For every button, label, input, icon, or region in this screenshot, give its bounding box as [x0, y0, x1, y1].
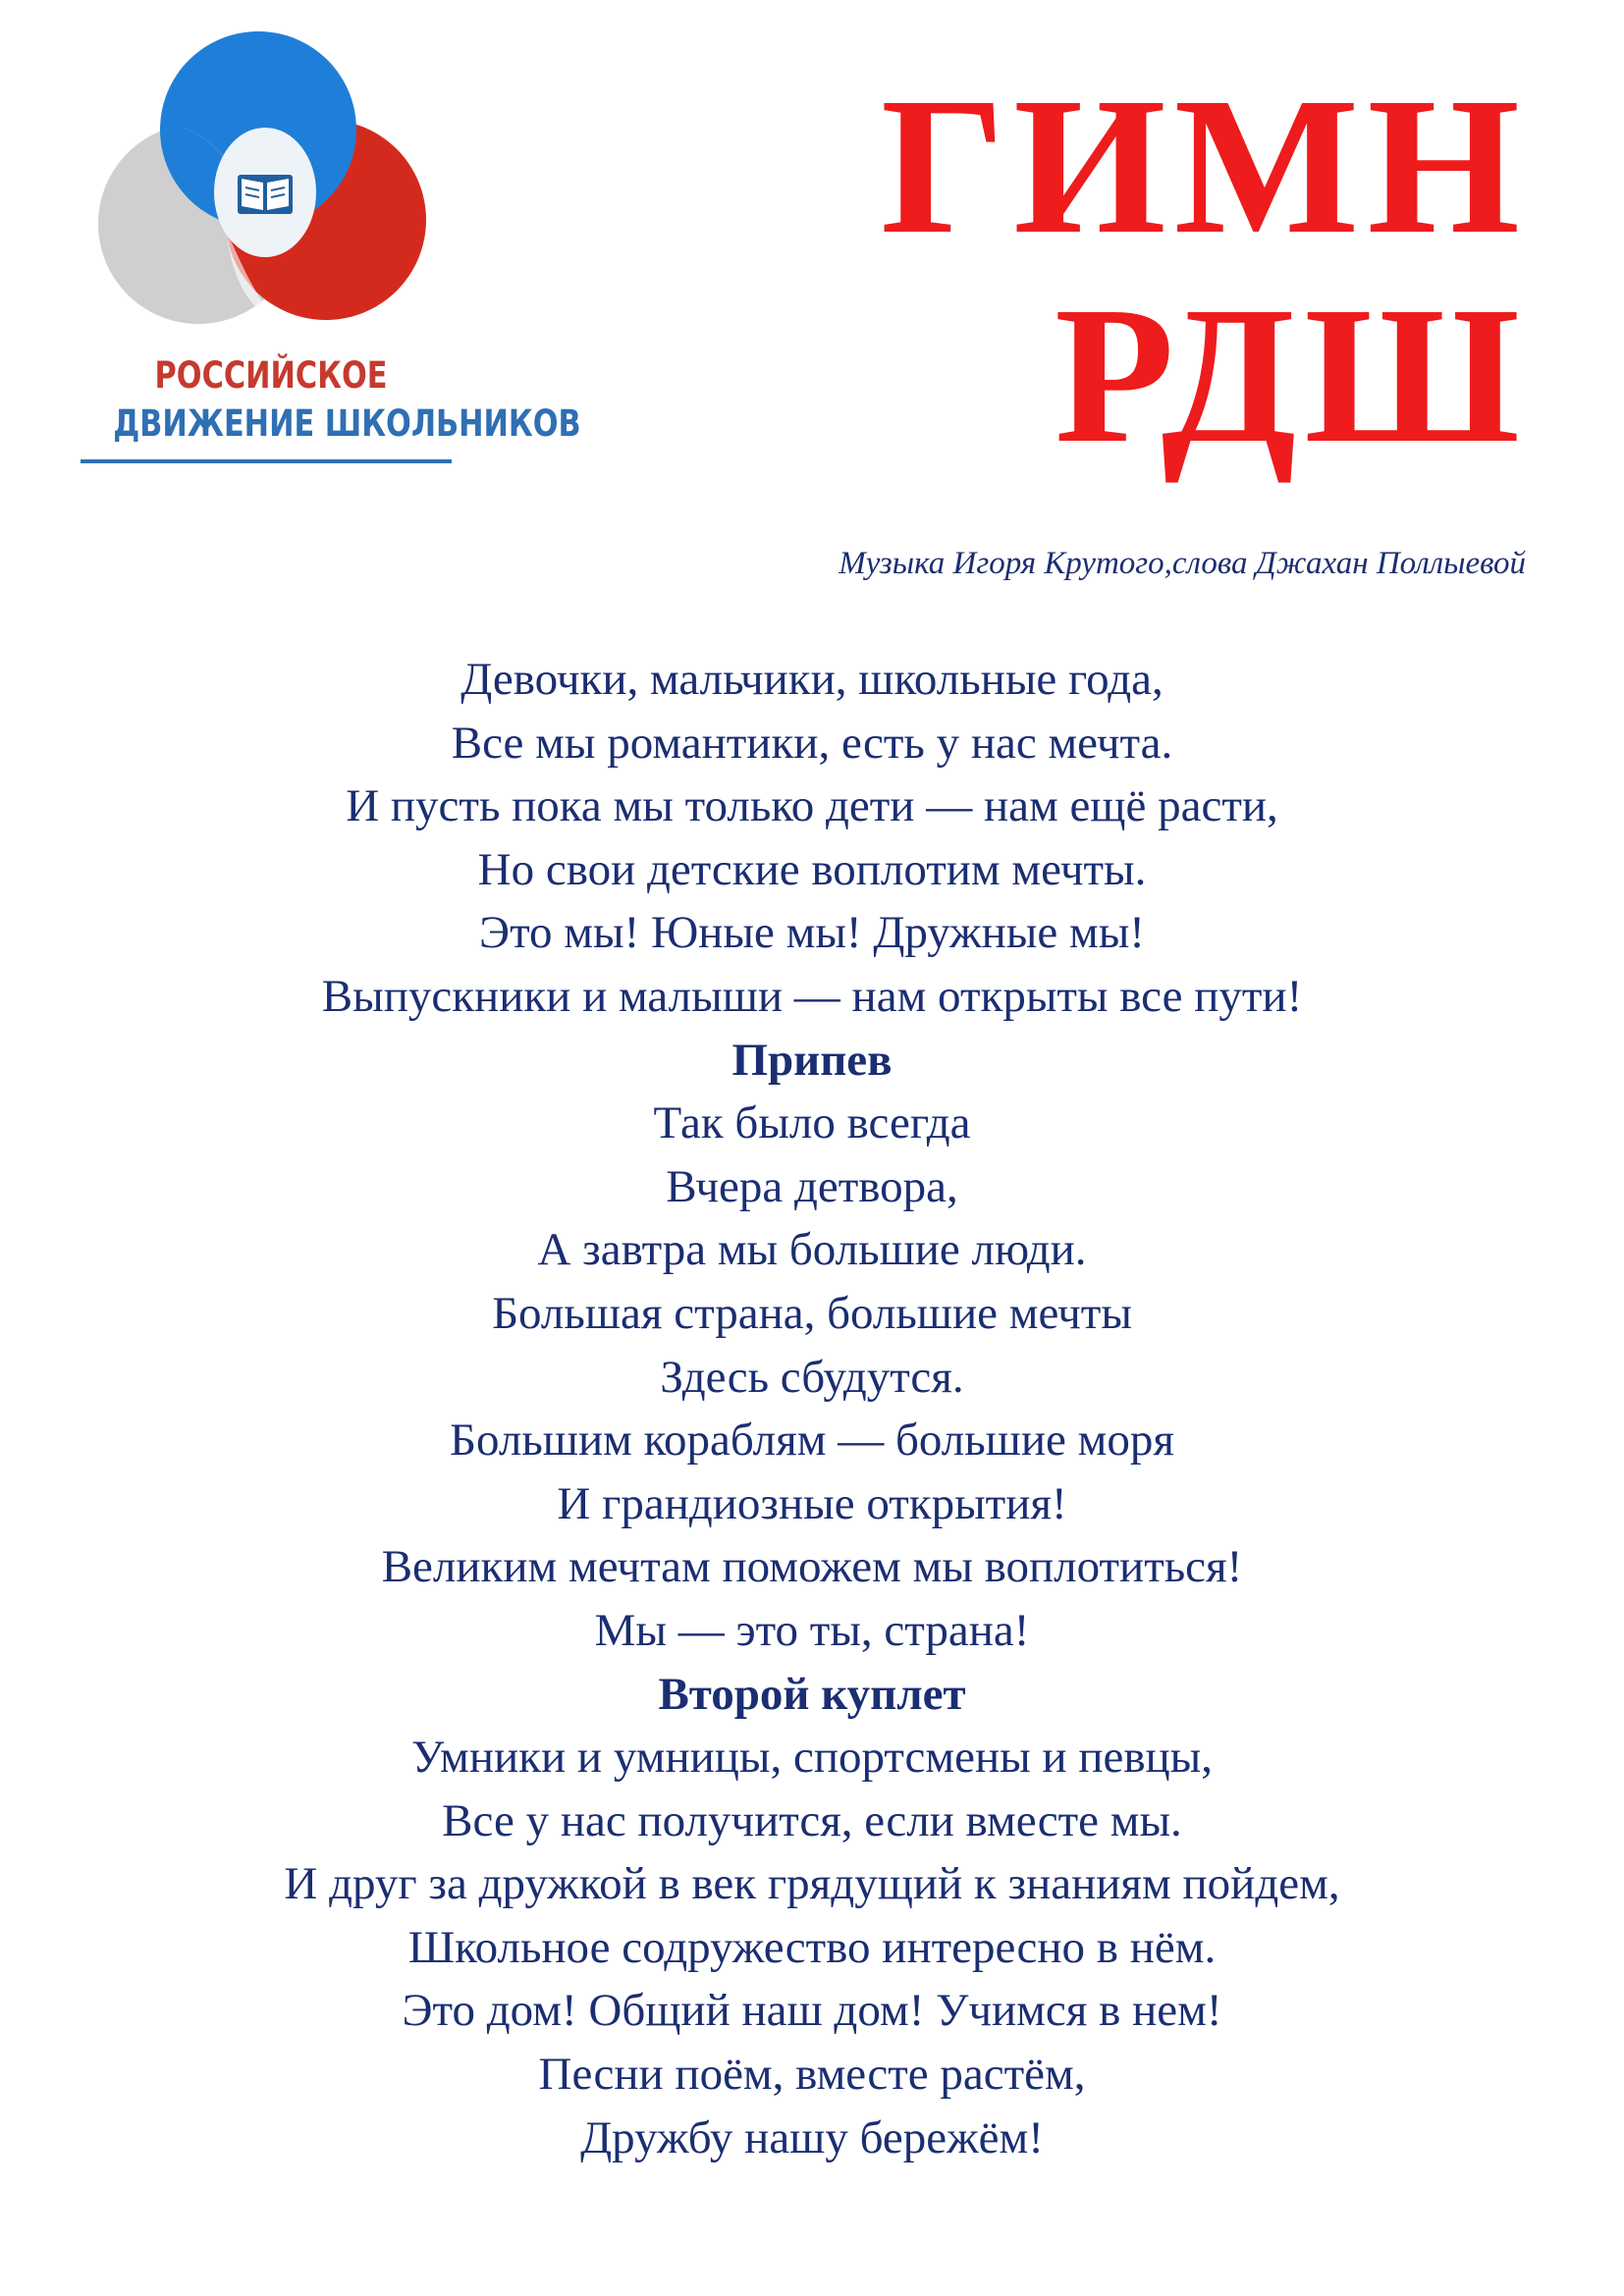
chorus-line: Так было всегда: [653, 1097, 971, 1149]
chorus-line: И грандиозные открытия!: [557, 1477, 1067, 1529]
chorus-line: Вчера детвора,: [666, 1160, 958, 1212]
verse1-line: Это мы! Юные мы! Дружные мы!: [479, 907, 1145, 959]
verse2-line: Умники и умницы, спортсмены и певцы,: [410, 1732, 1214, 1784]
lyrics: [0, 648, 1624, 2169]
credits: Музыка Игоря Крутого,слова Джахан Поллыевой: [839, 546, 1526, 581]
chorus-line: Мы — это ты, страна!: [594, 1604, 1030, 1656]
chorus-line: А завтра мы большие люди.: [537, 1224, 1087, 1276]
rdsh-logo: [79, 27, 581, 471]
verse2-line: И друг за дружкой в век грядущий к знаниям пойдем,: [284, 1858, 1340, 1910]
verse1-line: И пусть пока мы только дети — нам ещё расти,: [346, 780, 1278, 832]
logo-text-line2: ДВИЖЕНИЕ ШКОЛЬНИКОВ: [113, 402, 581, 445]
logo-underline: [81, 459, 452, 463]
chorus-heading: Припев: [731, 1034, 893, 1086]
logo-text-line1: РОССИЙСКОЕ: [154, 354, 388, 397]
title-line2: РДШ: [1054, 267, 1528, 484]
chorus-line: Великим мечтам поможем мы воплотиться!: [381, 1541, 1243, 1593]
title-line1: ГИМН: [880, 58, 1528, 275]
logo-emblem: [79, 27, 463, 351]
verse2-line: Школьное содружество интересно в нём.: [407, 1921, 1217, 1973]
chorus-line: Большим кораблям — большие моря: [450, 1415, 1174, 1467]
chorus-line: Большая страна, большие мечты: [492, 1287, 1132, 1339]
verse1-line: Но свои детские воплотим мечты.: [477, 843, 1147, 895]
verse2-line: Это дом! Общий наш дом! Учимся в нем!: [402, 1985, 1222, 2037]
open-book-icon: [238, 175, 293, 214]
chorus-line: Здесь сбудутся.: [660, 1351, 964, 1403]
verse1-line: Девочки, мальчики, школьные года,: [460, 654, 1164, 705]
verse2-heading: Второй куплет: [658, 1668, 966, 1720]
verse2-line: Все у нас получится, если вместе мы.: [442, 1794, 1182, 1846]
verse1-line: Все мы романтики, есть у нас мечта.: [451, 717, 1173, 769]
verse2-line: Песни поём, вместе растём,: [538, 2049, 1086, 2101]
verse1-line: Выпускники и малыши — нам открыты все пути!: [321, 970, 1303, 1022]
verse2-line: Дружбу нашу бережём!: [580, 2111, 1044, 2163]
